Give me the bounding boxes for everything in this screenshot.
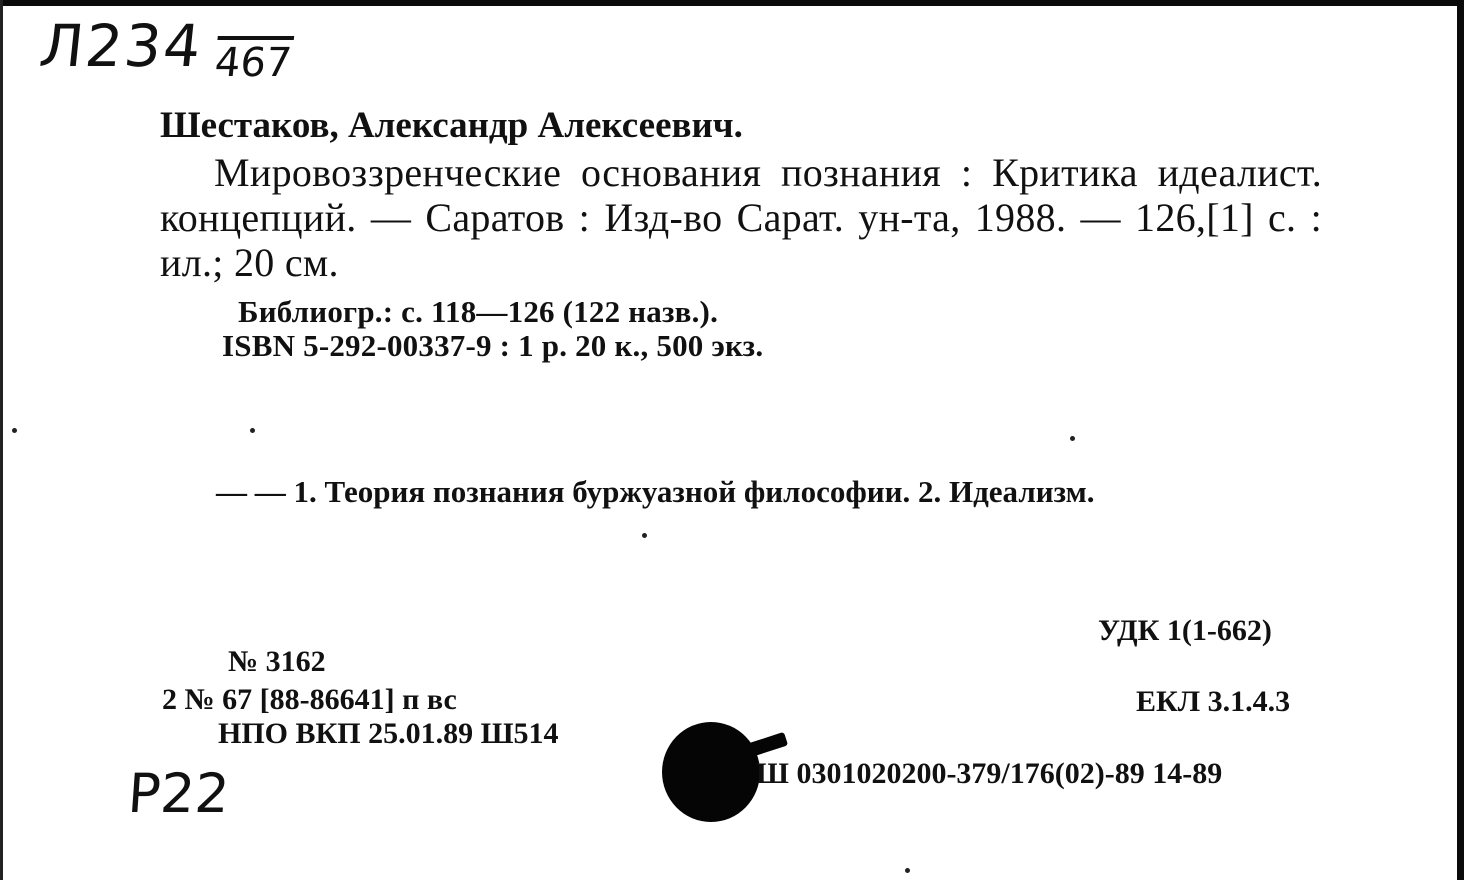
speck xyxy=(642,533,647,538)
handwritten-shelfmark-sub: 467 xyxy=(212,40,294,86)
ink-blot-tail xyxy=(744,732,788,758)
speck xyxy=(905,868,910,873)
speck xyxy=(1070,436,1075,441)
handwritten-mark: Р22 xyxy=(125,762,232,825)
card-right-edge xyxy=(1457,0,1464,880)
press-line: НПО ВКП 25.01.89 Ш514 xyxy=(218,717,559,750)
ink-blot xyxy=(662,722,760,822)
speck xyxy=(12,428,17,433)
card-top-edge xyxy=(0,0,1464,6)
order-line: 2 № 67 [88-86641] п вс xyxy=(162,683,457,716)
ekl-code: ЕКЛ 3.1.4.3 xyxy=(1136,685,1291,718)
handwritten-shelfmark: Л234 xyxy=(36,12,206,80)
card-left-edge xyxy=(0,0,3,880)
publication-code: Ш 0301020200-379/176(02)-89 14-89 xyxy=(756,757,1223,790)
author-heading: Шестаков, Александр Алексеевич. xyxy=(160,105,743,146)
title-description: Мировоззренческие основания познания : Критика идеалист. концепций. — Саратов : Изд-во Сарат. ун-та, 1988. — 126,[1] с. : ил.; 20 см. xyxy=(160,150,1322,285)
speck xyxy=(250,428,255,433)
catalog-number: № 3162 xyxy=(228,645,326,678)
subject-headings: — — 1. Теория познания буржуазной философии. 2. Идеализм. xyxy=(216,474,1095,509)
isbn-note: ISBN 5-292-00337-9 : 1 р. 20 к., 500 экз. xyxy=(222,328,764,363)
bibliography-note: Библиогр.: с. 118—126 (122 назв.). xyxy=(238,294,719,329)
udc-code: УДК 1(1-662) xyxy=(1098,614,1272,647)
